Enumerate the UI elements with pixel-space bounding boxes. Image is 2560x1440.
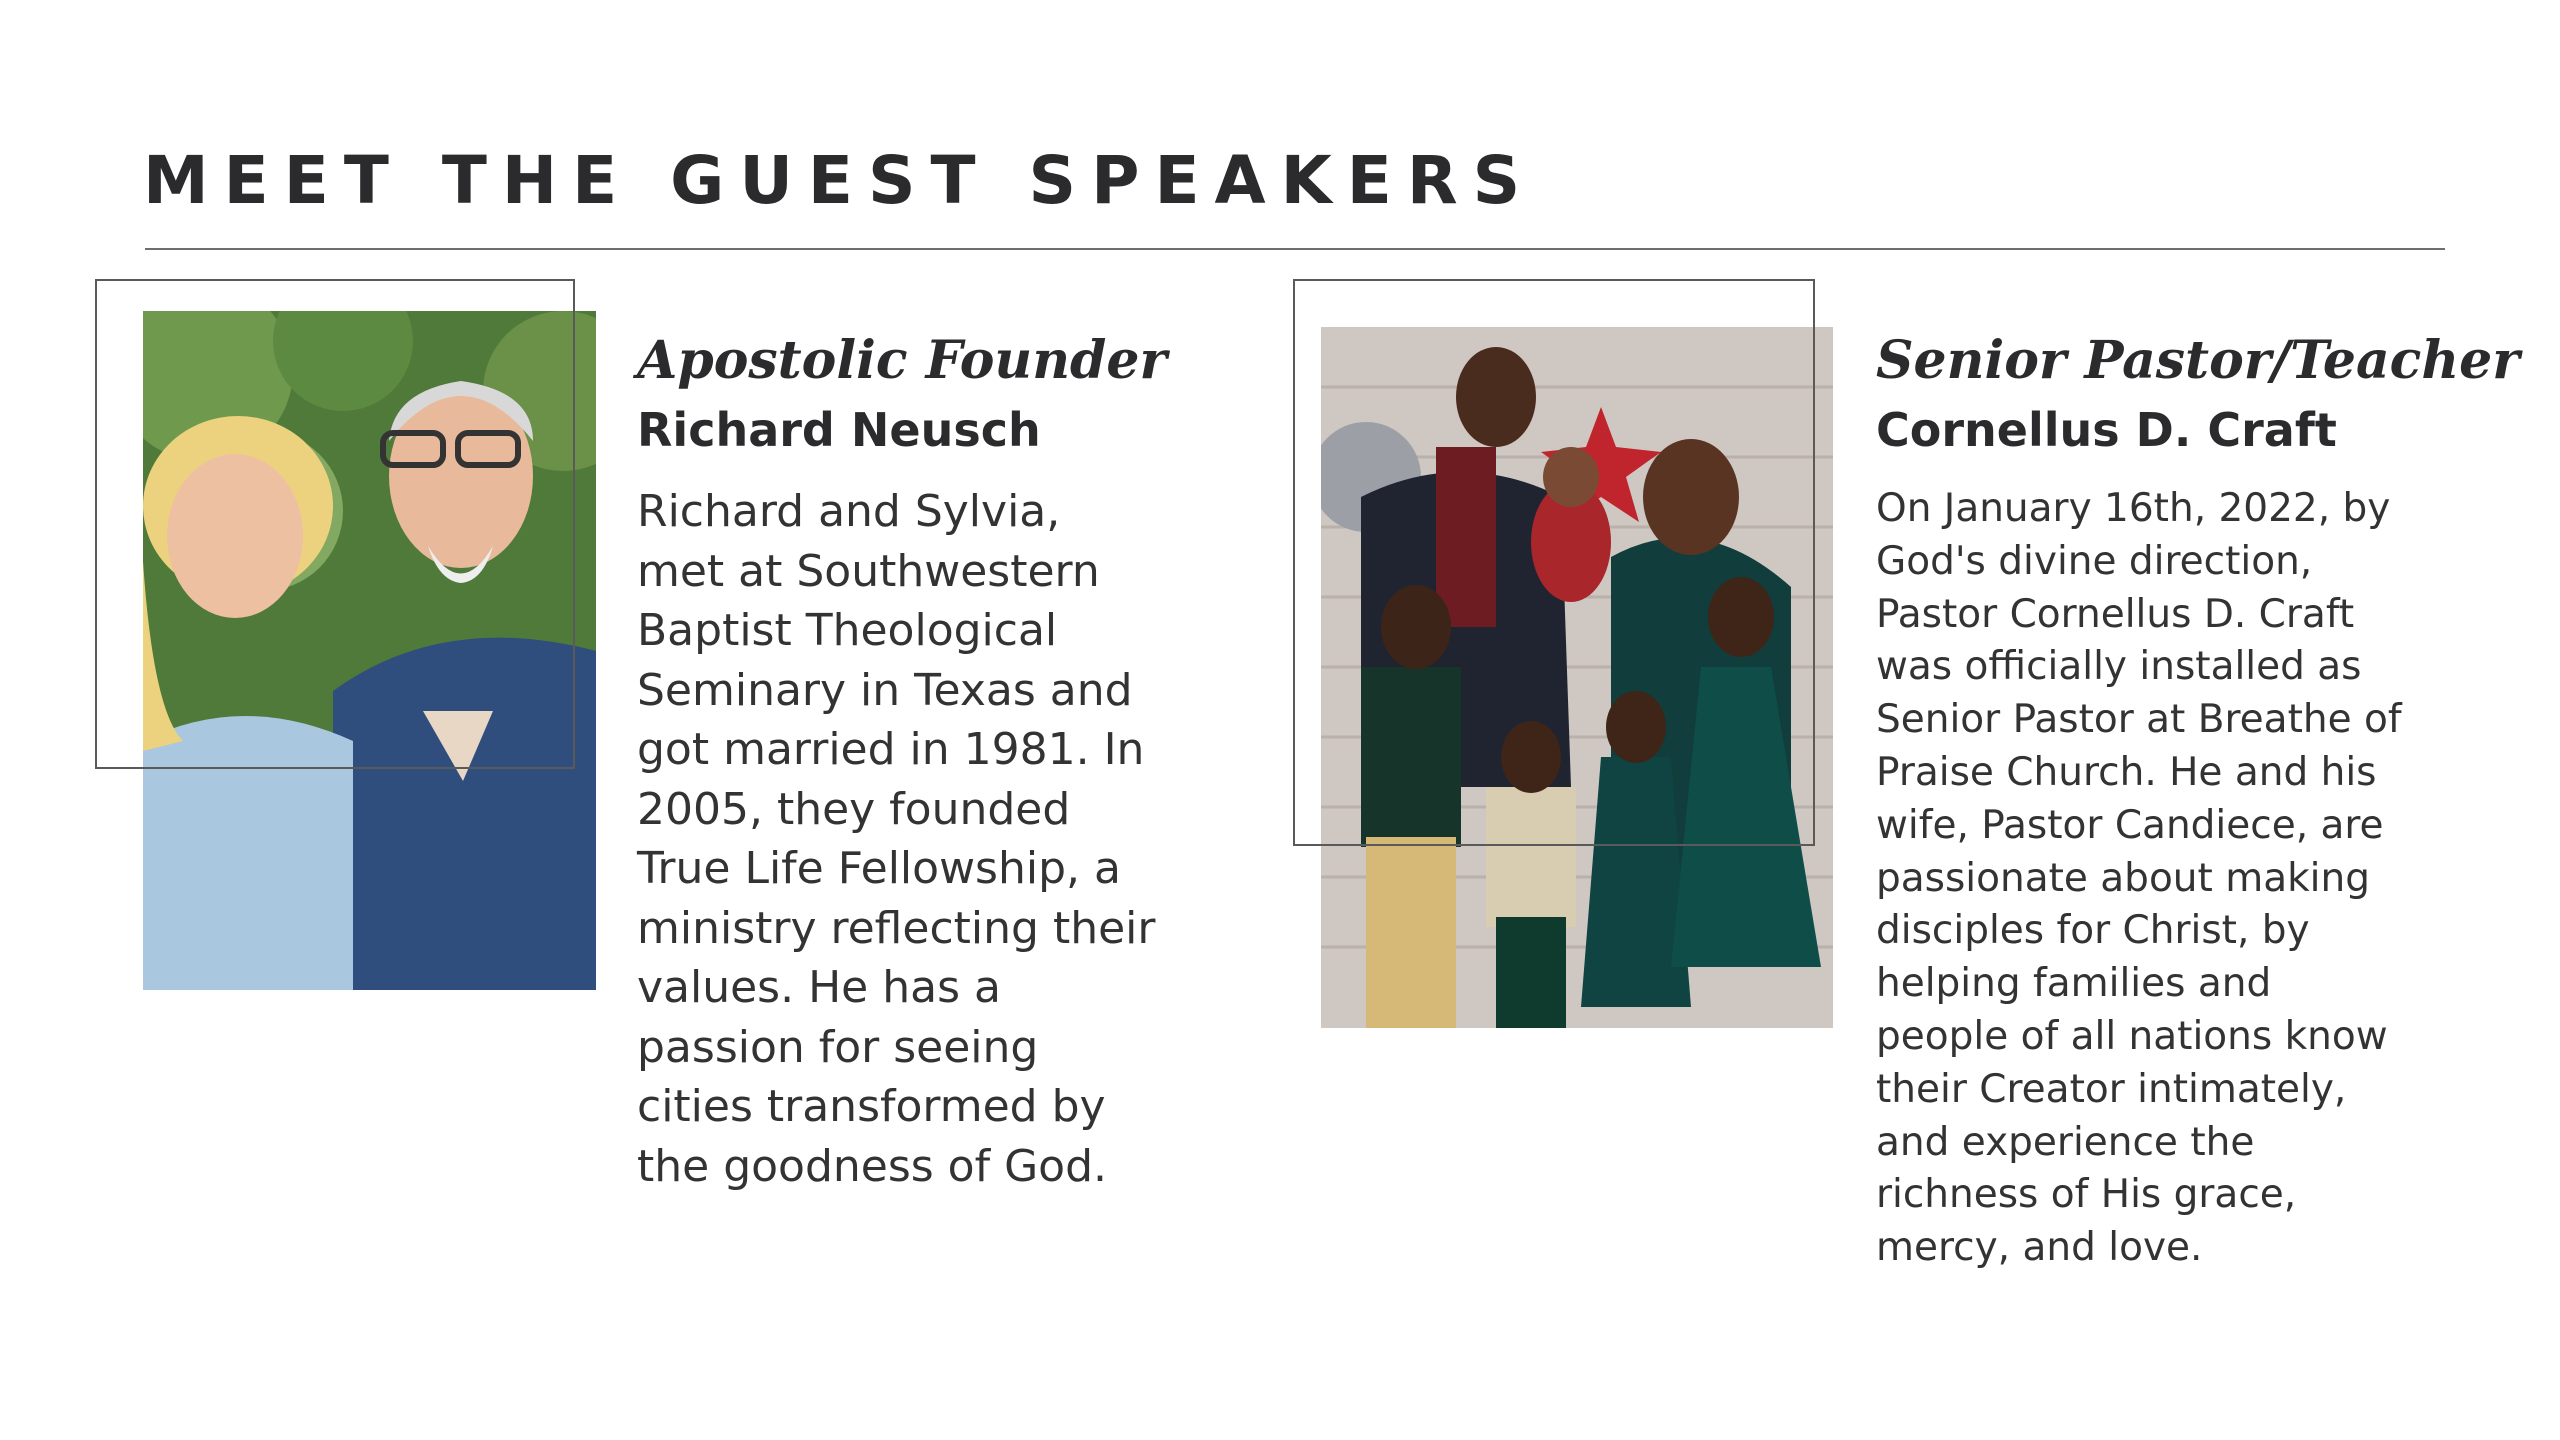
bio-line: Baptist Theological <box>637 605 1058 656</box>
bio-line: On January 16th, 2022, by <box>1876 486 2391 531</box>
bio-line: Richard and Sylvia, <box>637 486 1061 537</box>
speaker-photo-couple <box>143 311 596 990</box>
bio-line: ministry reflecting their <box>637 902 1156 954</box>
bio-line: helping families and <box>1876 961 2272 1007</box>
bio-line: passion for seeing <box>637 1021 1039 1073</box>
bio-line: God's divine direction, <box>1876 538 2313 584</box>
bio-line: Seminary in Texas and <box>637 664 1133 716</box>
bio-line: the goodness of God. <box>637 1140 1108 1192</box>
bio-line: their Creator intimately, <box>1876 1066 2347 1112</box>
speaker-bio <box>637 482 1155 1196</box>
bio-line: Praise Church. He and his <box>1876 749 2377 795</box>
bio-line: values. He has a <box>637 962 1001 1013</box>
bio-line: True Life Fellowship, a <box>637 843 1121 894</box>
speaker-role: Senior Pastor/Teacher <box>1876 330 2520 391</box>
speaker-bio <box>1876 483 2402 1275</box>
speaker-role: Apostolic Founder <box>637 330 1167 391</box>
couple-portrait-photo <box>143 311 596 990</box>
speaker-photo-family <box>1321 327 1833 1028</box>
speaker-name: Richard Neusch <box>637 403 1041 457</box>
speaker-name: Cornellus D. Craft <box>1876 403 2337 457</box>
bio-line: got married in 1981. In <box>637 724 1145 775</box>
bio-line: richness of His grace, <box>1876 1172 2297 1218</box>
bio-line: 2005, they founded <box>637 783 1071 835</box>
title-divider <box>145 248 2445 250</box>
bio-line: Senior Pastor at Breathe of <box>1876 697 2402 743</box>
page-title: MEET THE GUEST SPEAKERS <box>143 142 1536 219</box>
bio-line: people of all nations know <box>1876 1013 2388 1059</box>
bio-line: was officially installed as <box>1876 644 2362 690</box>
bio-line: cities transformed by <box>637 1081 1106 1132</box>
bio-line: disciples for Christ, by <box>1876 908 2310 954</box>
bio-line: mercy, and love. <box>1876 1225 2203 1271</box>
bio-line: Pastor Cornellus D. Craft <box>1876 591 2355 637</box>
bio-line: and experience the <box>1876 1119 2255 1165</box>
bio-line: passionate about making <box>1876 855 2370 901</box>
bio-line: met at Southwestern <box>637 545 1100 597</box>
family-portrait-photo <box>1321 327 1833 1028</box>
bio-line: wife, Pastor Candiece, are <box>1876 802 2384 848</box>
